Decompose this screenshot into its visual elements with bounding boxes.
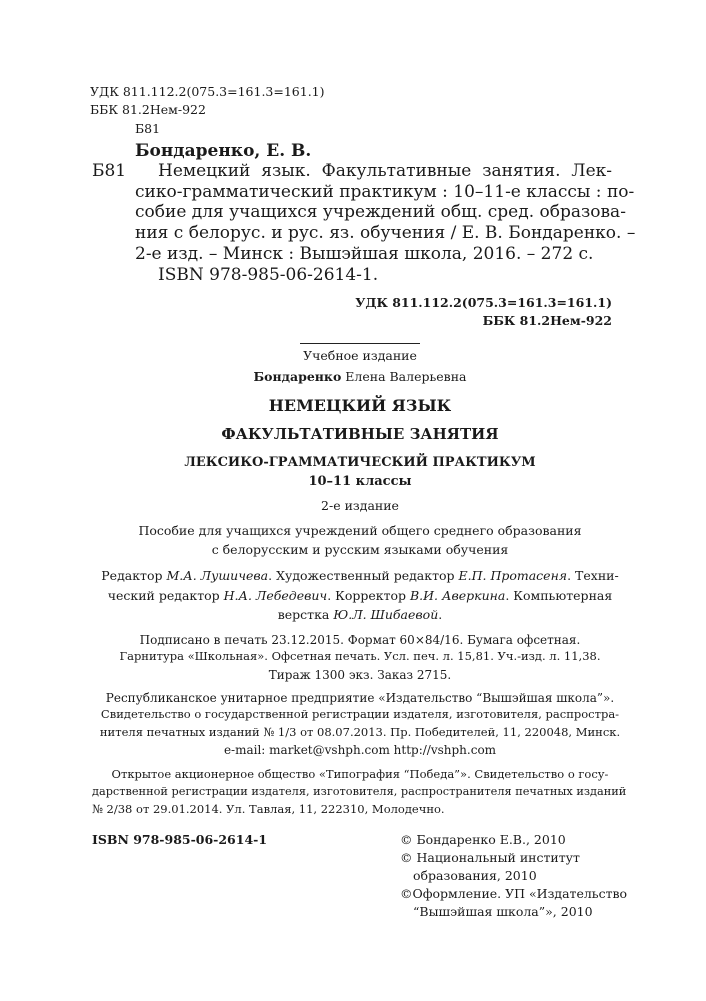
record-isbn: ISBN 978-985-06-2614-1.: [158, 265, 379, 285]
edition-type: Учебное издание: [303, 348, 417, 363]
purpose-line: Пособие для учащихся учреждений общего среднего образования: [138, 523, 582, 538]
copyright-line: © Национальный институт: [400, 850, 580, 865]
printer-info: № 2/38 от 29.01.2014. Ул. Тавлая, 11, 222310, Молодечно.: [92, 802, 445, 816]
printer-info: Открытое акционерное общество «Типография “Победа”». Свидетельство о госу-: [111, 767, 609, 781]
record-line: собие для учащихся учреждений общ. сред. образова-: [135, 202, 626, 222]
record-line: сико-грамматический практикум : 10–11-е классы : по-: [135, 182, 635, 202]
copyright-line: “Вышэйшая школа”», 2010: [413, 904, 593, 919]
book-subtitle2: ЛЕКСИКО-ГРАММАТИЧЕСКИЙ ПРАКТИКУМ: [184, 455, 536, 470]
publisher-info: Свидетельство о государственной регистрации издателя, изготовителя, распростра-: [100, 707, 620, 721]
record-code: Б81: [92, 161, 127, 181]
print-info: Подписано в печать 23.12.2015. Формат 60×84/16. Бумага офсетная.: [139, 633, 581, 647]
copyright-line: © Бондаренко Е.В., 2010: [400, 832, 566, 847]
print-info: Гарнитура «Школьная». Офсетная печать. Усл. печ. л. 15,81. Уч.-изд. л. 11,38.: [119, 649, 601, 663]
publisher-contacts[interactable]: e-mail: market@vshph.com http://vshph.com: [223, 743, 497, 757]
copyright-line: образования, 2010: [413, 868, 537, 883]
staff-line: Редактор М.А. Лушичева. Художественный редактор Е.П. Протасеня. Техни-: [101, 568, 619, 583]
author-full: [90, 371, 630, 384]
divider: [300, 343, 420, 344]
printer-info: дарственной регистрации издателя, изготовителя, распространителя печатных изданий: [92, 785, 627, 798]
record-line: 2-е изд. – Минск : Вышэйшая школа, 2016. – 272 с.: [135, 244, 594, 264]
author-name: Елена Валерьевна: [341, 369, 467, 384]
copyright-line: ©Оформление. УП «Издательство: [400, 886, 628, 901]
isbn-bottom: ISBN 978-985-06-2614-1: [92, 832, 268, 847]
staff-line: ческий редактор Н.А. Лебедевич. Корректор В.И. Аверкина. Компьютерная: [107, 588, 613, 603]
edition: 2-е издание: [321, 498, 399, 513]
author-code-top: Б81: [135, 121, 161, 136]
record-bbk: ББК 81.2Нем-922: [482, 313, 612, 328]
grades: 10–11 классы: [308, 474, 412, 489]
purpose-line: с белорусским и русским языками обучения: [211, 542, 509, 557]
udk-top: УДК 811.112.2(075.3=161.3=161.1): [90, 84, 325, 99]
book-title: НЕМЕЦКИЙ ЯЗЫК: [268, 396, 452, 415]
print-info: Тираж 1300 экз. Заказ 2715.: [268, 668, 452, 682]
bbk-top: ББК 81.2Нем-922: [90, 102, 206, 117]
book-subtitle: ФАКУЛЬТАТИВНЫЕ ЗАНЯТИЯ: [221, 425, 499, 443]
record-udk: УДК 811.112.2(075.3=161.3=161.1): [355, 295, 612, 310]
record-line: ния с белорус. и рус. яз. обучения / Е. В. Бондаренко. –: [135, 223, 636, 243]
staff-line: верстка Ю.Л. Шибаевой.: [277, 607, 443, 622]
publisher-info: нителя печатных изданий № 1/3 от 08.07.2013. Пр. Победителей, 11, 220048, Минск.: [99, 725, 621, 739]
record-author: Бондаренко, Е. В.: [135, 141, 312, 161]
record-line: Немецкий язык. Факультативные занятия. Лек-: [158, 161, 612, 181]
publisher-info: Республиканское унитарное предприятие «Издательство “Вышэйшая школа”».: [105, 691, 615, 705]
author-surname: Бондаренко: [253, 369, 342, 384]
